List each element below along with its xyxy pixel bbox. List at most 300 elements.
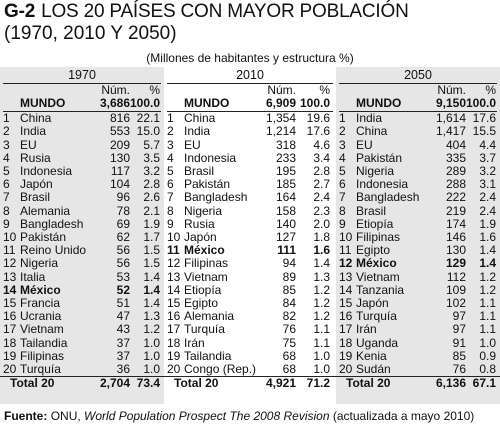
row-rank: 4 [3, 150, 10, 165]
row-population: 4,921 [265, 376, 296, 391]
row-rank: 7 [167, 190, 174, 205]
row-percent: 1.0 [479, 335, 496, 350]
row-rank: 19 [167, 348, 181, 363]
row-rank: 19 [3, 348, 17, 363]
row-rank: 1 [339, 111, 346, 126]
table-row [0, 205, 164, 218]
row-population: 404 [445, 137, 466, 152]
row-percent: 2.8 [313, 164, 330, 178]
table-row [164, 271, 336, 284]
row-country: India [184, 124, 211, 139]
row-percent: 100.0 [299, 96, 330, 110]
row-rank: 5 [167, 164, 174, 178]
row-population: 102 [445, 296, 466, 310]
row-country: Brasil [184, 164, 215, 178]
row-percent: 3.2 [479, 164, 496, 178]
row-country: MUNDO [356, 96, 402, 110]
table-row [336, 284, 500, 297]
row-percent: 2.4 [479, 203, 496, 218]
table-row [336, 271, 500, 284]
column-header-pct: % [319, 83, 330, 97]
row-percent: 73.4 [136, 376, 160, 391]
row-country: Vietnam [356, 269, 400, 284]
source-org: ONU, [50, 409, 81, 423]
row-population: 111 [277, 243, 296, 258]
row-percent: 4.6 [313, 137, 330, 152]
row-country: Indonesia [184, 150, 237, 165]
table-row [164, 152, 336, 165]
row-percent: 100.0 [465, 96, 496, 110]
row-population: 1,354 [265, 111, 296, 126]
row-population: 6,909 [265, 96, 296, 110]
row-rank: 15 [339, 296, 353, 310]
row-population: 3,686 [99, 96, 130, 110]
row-population: 51 [116, 296, 130, 310]
row-rank: 7 [339, 190, 346, 205]
row-rank: 3 [339, 137, 346, 152]
row-rank: 20 [3, 362, 17, 376]
table-row [336, 323, 500, 336]
table-row [164, 310, 336, 323]
table-row [164, 178, 336, 191]
row-population: 94 [282, 256, 296, 271]
row-percent: 1.3 [313, 269, 330, 284]
row-rank: 10 [167, 230, 181, 244]
row-country: Irán [356, 322, 377, 337]
table-row [164, 244, 336, 257]
row-percent: 1.9 [143, 216, 160, 231]
year-rule [167, 83, 333, 84]
row-percent: 17.6 [472, 111, 496, 126]
row-rank: 2 [339, 124, 346, 139]
row-country: Filipinas [356, 230, 401, 244]
table-row [164, 284, 336, 297]
row-country: México [20, 282, 61, 297]
panel-1970 [0, 67, 164, 404]
row-country: EU [20, 137, 37, 152]
row-population: 185 [275, 177, 296, 192]
table-row [164, 218, 336, 231]
row-population: 89 [282, 269, 296, 284]
row-population: 129 [445, 256, 466, 271]
row-country: MUNDO [184, 96, 230, 110]
row-percent: 1.2 [313, 296, 330, 310]
row-country: Ucrania [20, 309, 62, 324]
row-country: Tailandia [20, 335, 68, 350]
row-country: Francia [20, 296, 61, 310]
row-rank: 11 [167, 243, 180, 258]
row-population: 96 [116, 190, 130, 205]
total-row [0, 377, 164, 390]
row-population: 76 [452, 362, 466, 376]
table-row [164, 205, 336, 218]
row-country: China [184, 111, 216, 126]
row-country: Italia [20, 269, 46, 284]
table-row [0, 337, 164, 350]
row-population: 91 [452, 335, 466, 350]
row-rank: 17 [167, 322, 181, 337]
row-population: 2,704 [99, 376, 130, 391]
row-country: China [20, 111, 52, 126]
row-percent: 1.1 [313, 322, 330, 337]
row-country: Congo (Rep.) [184, 362, 257, 376]
row-population: 174 [445, 216, 466, 231]
table-row [336, 363, 500, 376]
row-country: Turquía [184, 322, 225, 337]
row-rank: 4 [167, 150, 174, 165]
year-label: 1970 [68, 68, 96, 82]
row-population: 222 [445, 190, 466, 205]
row-country: Filipinas [184, 256, 229, 271]
column-header-num: Núm. [437, 83, 466, 97]
table-row [164, 139, 336, 152]
table-row [0, 139, 164, 152]
table-row [0, 323, 164, 336]
row-rank: 9 [3, 216, 10, 231]
row-rank: 20 [339, 362, 353, 376]
table-row [0, 257, 164, 270]
row-country: Indonesia [356, 177, 409, 192]
table-row [336, 350, 500, 363]
table-row [164, 112, 336, 125]
table-title-text: LOS 20 PAÍSES CON MAYOR POBLACIÓN [41, 1, 409, 22]
panel-2010 [164, 67, 336, 404]
row-country: Brasil [20, 190, 51, 205]
row-country: Pakistán [184, 177, 231, 192]
row-percent: 0.9 [479, 348, 496, 363]
row-population: 84 [282, 296, 296, 310]
row-percent: 1.2 [143, 322, 160, 337]
row-population: 195 [275, 164, 296, 178]
world-row [0, 97, 164, 110]
row-population: 130 [109, 150, 130, 165]
row-country: Tailandia [184, 348, 232, 363]
table-title [4, 2, 409, 22]
row-country: Egipto [184, 296, 219, 310]
row-percent: 1.5 [143, 243, 160, 258]
row-rank: 1 [3, 111, 10, 126]
table-row [0, 125, 164, 138]
row-country: Bangladesh [356, 190, 420, 205]
row-percent: 1.1 [479, 309, 496, 324]
row-percent: 22.1 [136, 111, 160, 126]
year-rule [3, 83, 161, 84]
row-population: 1,614 [435, 111, 466, 126]
row-rank: 20 [167, 362, 181, 376]
row-rank: 15 [167, 296, 181, 310]
row-population: 146 [445, 230, 466, 244]
row-country: Egipto [356, 243, 391, 258]
row-percent: 1.1 [313, 335, 330, 350]
row-population: 164 [275, 190, 296, 205]
row-percent: 67.1 [472, 376, 496, 391]
row-population: 104 [109, 177, 130, 192]
source-update-note: (actualizada a mayo 2010) [332, 409, 475, 423]
row-population: 82 [282, 309, 296, 324]
row-country: Rusia [20, 150, 51, 165]
row-rank: 19 [339, 348, 353, 363]
row-percent: 1.5 [143, 256, 160, 271]
row-country: Japón [356, 296, 389, 310]
row-country: Etiopía [184, 282, 222, 297]
row-percent: 2.4 [313, 190, 330, 205]
row-population: 68 [282, 348, 296, 363]
row-country: Pakistán [20, 230, 67, 244]
row-country: Pakistán [356, 150, 403, 165]
row-percent: 1.4 [143, 282, 160, 297]
row-country: Brasil [356, 203, 387, 218]
table-row [0, 191, 164, 204]
row-rank: 18 [3, 335, 17, 350]
source-publication: World Population Prospect The 2008 Revision [84, 409, 330, 423]
row-percent: 2.0 [313, 216, 330, 231]
row-percent: 17.6 [306, 124, 330, 139]
row-percent: 2.8 [143, 177, 160, 192]
column-header-num: Núm. [267, 83, 296, 97]
row-country: Vietnam [184, 269, 228, 284]
row-percent: 1.2 [313, 282, 330, 297]
row-rank: 16 [339, 309, 353, 324]
row-percent: 2.3 [313, 203, 330, 218]
row-population: 62 [116, 230, 130, 244]
row-percent: 1.9 [479, 216, 496, 231]
row-country: Filipinas [20, 348, 65, 363]
row-country: Etiopía [356, 216, 394, 231]
row-country: India [356, 111, 383, 126]
table-row [0, 152, 164, 165]
row-population: 47 [116, 309, 130, 324]
row-country: Tanzania [356, 282, 405, 297]
row-population: 1,214 [265, 124, 296, 139]
row-percent: 1.6 [479, 230, 496, 244]
row-rank: 13 [167, 269, 181, 284]
table-row [164, 323, 336, 336]
table-row [336, 257, 500, 270]
row-rank: 17 [3, 322, 17, 337]
row-country: India [20, 124, 47, 139]
row-percent: 1.0 [143, 362, 160, 376]
row-rank: 8 [167, 203, 174, 218]
total-row [164, 377, 336, 390]
table-row [164, 125, 336, 138]
row-population: 140 [275, 216, 296, 231]
row-rank: 12 [167, 256, 181, 271]
row-percent: 1.3 [143, 309, 160, 324]
column-header-pct: % [149, 83, 160, 97]
row-rank: 9 [339, 216, 346, 231]
row-rank: 16 [3, 309, 17, 324]
row-percent: 3.1 [479, 177, 496, 192]
row-population: 75 [282, 335, 296, 350]
row-rank: 11 [339, 243, 352, 258]
row-country: Bangladesh [184, 190, 248, 205]
row-country: Vietnam [20, 322, 64, 337]
row-rank: 14 [167, 282, 181, 297]
row-population: 335 [445, 150, 466, 165]
row-country: México [184, 243, 225, 258]
row-country: Indonesia [20, 164, 73, 178]
row-population: 209 [109, 137, 130, 152]
table-row [336, 205, 500, 218]
row-rank: 6 [339, 177, 346, 192]
row-country: EU [356, 137, 373, 152]
row-country: Reino Unido [20, 243, 87, 258]
row-population: 117 [110, 164, 130, 178]
row-rank: 18 [339, 335, 353, 350]
row-rank: 2 [3, 124, 10, 139]
row-rank: 4 [339, 150, 346, 165]
row-population: 85 [282, 282, 296, 297]
row-percent: 0.8 [479, 362, 496, 376]
row-population: 37 [116, 348, 130, 363]
row-country: Irán [184, 335, 205, 350]
row-population: 43 [116, 322, 130, 337]
row-percent: 1.0 [313, 348, 330, 363]
row-percent: 1.4 [143, 296, 160, 310]
row-population: 109 [445, 282, 466, 297]
column-header-num: Núm. [101, 83, 130, 97]
column-header-pct: % [485, 83, 496, 97]
row-population: 56 [116, 243, 130, 258]
row-population: 97 [452, 322, 466, 337]
row-percent: 1.2 [479, 282, 496, 297]
row-population: 233 [275, 150, 296, 165]
row-population: 53 [116, 269, 130, 284]
row-population: 76 [282, 322, 296, 337]
row-rank: 18 [167, 335, 181, 350]
row-percent: 71.2 [306, 376, 330, 391]
row-rank: 12 [3, 256, 17, 271]
row-population: 97 [452, 309, 466, 324]
row-percent: 3.5 [143, 150, 160, 165]
row-percent: 4.4 [479, 137, 496, 152]
row-percent: 1.4 [479, 243, 496, 258]
row-percent: 1.2 [479, 269, 496, 284]
row-country: Alemania [20, 203, 71, 218]
table-row [336, 337, 500, 350]
row-country: Kenia [356, 348, 387, 363]
row-country: Total 20 [10, 376, 55, 391]
row-population: 36 [116, 362, 130, 376]
row-rank: 8 [3, 203, 10, 218]
table-row [336, 152, 500, 165]
row-population: 6,136 [435, 376, 466, 391]
row-population: 158 [275, 203, 296, 218]
table-row [336, 125, 500, 138]
table-row [0, 218, 164, 231]
row-percent: 3.2 [143, 164, 160, 178]
row-country: Nigeria [20, 256, 59, 271]
row-population: 318 [275, 137, 296, 152]
table-row [336, 191, 500, 204]
row-population: 289 [445, 164, 466, 178]
row-population: 130 [445, 243, 466, 258]
row-rank: 12 [339, 256, 353, 271]
row-country: Turquía [356, 309, 397, 324]
row-population: 553 [109, 124, 130, 139]
table-row [164, 257, 336, 270]
row-population: 816 [109, 111, 130, 126]
row-country: Turquía [20, 362, 61, 376]
row-country: MUNDO [20, 96, 66, 110]
row-percent: 1.0 [313, 362, 330, 376]
row-country: Rusia [184, 216, 215, 231]
row-percent: 1.0 [143, 348, 160, 363]
year-rule [339, 83, 497, 84]
row-rank: 9 [167, 216, 174, 231]
row-percent: 19.6 [306, 111, 330, 126]
row-population: 288 [445, 177, 466, 192]
row-rank: 3 [167, 137, 174, 152]
row-population: 78 [116, 203, 130, 218]
table-row [0, 363, 164, 376]
units-note: (Millones de habitantes y estructura %) [146, 51, 354, 65]
row-percent: 1.7 [143, 230, 160, 244]
source-note [4, 409, 474, 423]
row-population: 56 [116, 256, 130, 271]
row-rank: 17 [339, 322, 353, 337]
row-percent: 2.4 [479, 190, 496, 205]
row-country: Nigeria [184, 203, 223, 218]
panel-2050 [336, 67, 500, 404]
row-rank: 16 [167, 309, 181, 324]
table-row [336, 178, 500, 191]
row-percent: 15.5 [472, 124, 496, 139]
row-country: EU [184, 137, 201, 152]
row-percent: 15.0 [136, 124, 160, 139]
row-percent: 1.4 [479, 256, 496, 271]
row-country: Uganda [356, 335, 399, 350]
row-percent: 2.1 [143, 203, 160, 218]
table-row [336, 112, 500, 125]
row-population: 69 [116, 216, 130, 231]
row-rank: 6 [167, 177, 174, 192]
row-percent: 1.1 [479, 296, 496, 310]
table-row [0, 284, 164, 297]
year-label: 2010 [236, 68, 264, 82]
total-row [336, 377, 500, 390]
table-row [164, 337, 336, 350]
row-rank: 10 [339, 230, 353, 244]
table-subtitle: (1970, 2010 Y 2050) [4, 23, 177, 44]
row-percent: 1.2 [313, 309, 330, 324]
row-percent: 1.0 [143, 335, 160, 350]
row-rank: 1 [167, 111, 174, 126]
table-row [0, 271, 164, 284]
year-label: 2050 [404, 68, 432, 82]
row-percent: 1.4 [313, 256, 330, 271]
row-country: México [356, 256, 397, 271]
table-row [164, 191, 336, 204]
row-percent: 3.4 [313, 150, 330, 165]
row-rank: 3 [3, 137, 10, 152]
world-row [336, 97, 500, 110]
row-rank: 10 [3, 230, 17, 244]
row-population: 127 [275, 230, 296, 244]
table-row [0, 178, 164, 191]
world-row [164, 97, 336, 110]
row-rank: 5 [3, 164, 10, 178]
row-population: 112 [446, 269, 466, 284]
row-rank: 6 [3, 177, 10, 192]
row-rank: 11 [3, 243, 16, 258]
source-label: Fuente: [4, 409, 48, 423]
row-rank: 5 [339, 164, 346, 178]
row-percent: 1.4 [143, 269, 160, 284]
row-population: 1,417 [435, 124, 466, 139]
row-rank: 13 [339, 269, 353, 284]
table-row [0, 244, 164, 257]
